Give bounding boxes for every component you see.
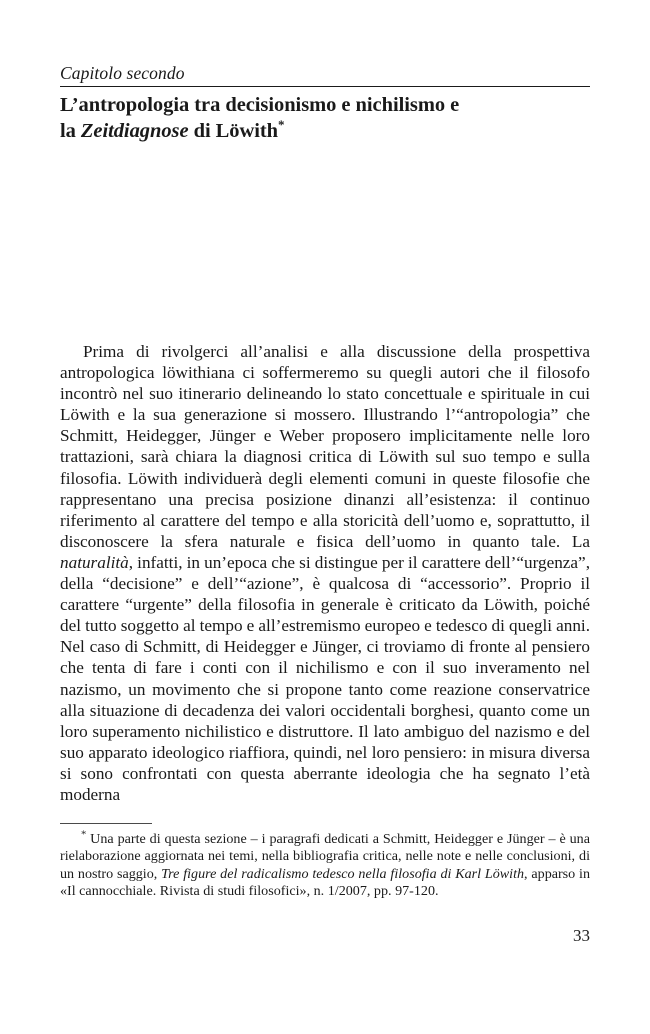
heading-divider (60, 86, 590, 87)
chapter-label: Capitolo secondo (60, 63, 185, 83)
title-footnote-marker: * (278, 117, 285, 133)
page-title (60, 92, 590, 144)
body-text (60, 341, 590, 805)
footnote-text (60, 831, 590, 900)
paragraph (60, 341, 590, 805)
footnote-divider (60, 823, 152, 824)
footnote-marker: * (81, 829, 87, 841)
paragraph-text-part-1: Prima di rivolgerci all’analisi e alla discussione della prospettiva antropologica löwithiana ci soffermeremo su quegli autori che il filosofo incontrò nel suo itinerario delineando lo stato concettuale e spirituale in cui Löwith e la sua generazione si mossero. Illustrando l’“antropologia” che Schmitt, Heidegger, Jünger e Weber proposero implicitamente nelle loro trattazioni, sarà chiara la diagnosi critica di Löwith sul suo tempo e sulla filosofia. Löwith individuerà degli elementi comuni in queste filosofie che rappresentano una precisa posizione dinanzi all’esistenza: il continuo riferimento al carattere del tempo e alla storicità dell’uomo e, soprattutto, il disconoscere la sfera naturale e fisica dell’uomo in quanto tale. La (60, 342, 590, 551)
chapter-title-italic-term: Zeitdiagnose (80, 120, 189, 142)
footnote-text-part-2: , apparso in «Il cannocchiale. Rivista di studi filosofici», n. 1/2007, pp. 97-120. (60, 865, 590, 899)
footnote-text-part-1: Una parte di questa sezione – i paragrafi dedicati a Schmitt, Heidegger e Jünger – è una rielaborazione aggiornata nei temi, nella bibliografia critica, nelle note e nelle conclusioni, di un nostro saggio, (60, 831, 590, 882)
paragraph-italic-term: naturalità (60, 552, 129, 572)
footnote (60, 823, 590, 900)
footnote-italic-title: Tre figure del radicalismo tedesco nella filosofia di Karl Löwith (161, 865, 525, 882)
paragraph-text-part-2: , infatti, in un’epoca che si distingue per il carattere dell’“urgenza”, della “decisione” e dell’“azione”, è qualcosa di “accessorio”. Proprio il carattere “urgente” della filosofia in generale è criticato da Löwith, poiché del tutto soggetto al tempo e all’estremismo europeo e tedesco di quegli anni. Nel caso di Schmitt, di Heidegger e Jünger, ci troviamo di fronte al pensiero che tenta di fare i conti con il nichilismo e con il suo inveramento nel nazismo, un movimento che si propone tanto come reazione conservatrice alla situazione di decadenza dei valori occidentali borghesi, quanto come un loro superamento nichilistico e distruttore. Il lato ambiguo del nazismo e del suo apparato ideologico riaffiora, quindi, nel loro pensiero: in misura diversa si sono confrontati con questa aberrante ideologia che ha segnato l’età moderna (60, 552, 590, 804)
chapter-title-line-2-prefix: la (60, 120, 81, 142)
chapter-title-line-2-suffix: di Löwith (188, 120, 279, 142)
chapter-heading (60, 62, 590, 158)
chapter-title-line-1: L’antropologia tra decisionismo e nichilismo e (60, 94, 460, 116)
page-number: 33 (573, 926, 590, 945)
